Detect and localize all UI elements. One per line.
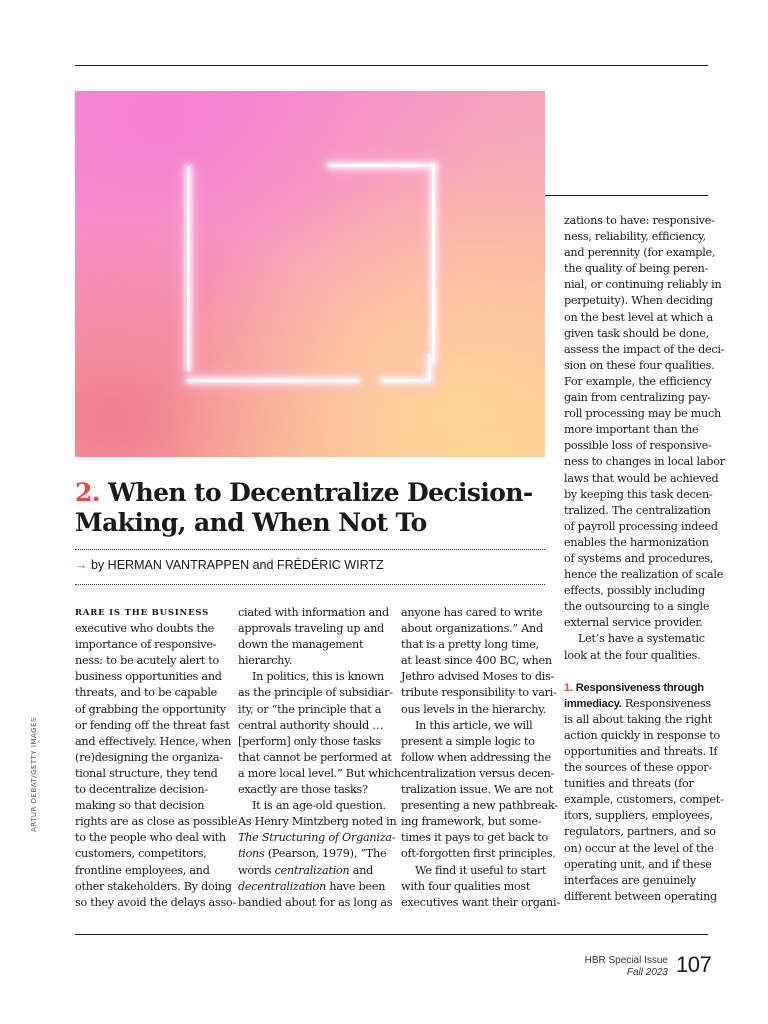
text-line: presenting a new pathbreak- [401,799,558,813]
text-line: ity, or “the principle that a [238,702,382,716]
text-line: effects, possibly including [564,584,705,598]
subhead-text: Responsiveness through [575,681,704,694]
neon-frame-right-lower [428,354,431,381]
text-line: ous levels in the hierarchy. [401,702,547,716]
paragraph-spacer [564,664,709,680]
text-line: central authority should … [238,718,384,732]
footer-publication [560,955,668,979]
subhead [564,682,704,694]
text-line: itors, suppliers, employees, [564,809,713,823]
neon-frame-bottom [187,379,359,382]
text-line: regulators, partners, and so [564,825,716,839]
byline [75,558,384,572]
body-column-1 [75,605,238,911]
top-rule [75,65,708,66]
text-line: tunities and threats (for [564,777,694,791]
text-line: It is an age-old question. [252,799,386,813]
text-line: tralized. The centralization [564,503,711,517]
book-title: The Structuring of Organiza- [238,831,396,845]
neon-frame-right [432,164,435,364]
text-line: about organizations.” And [401,622,543,636]
col4-paragraph-1 [564,213,725,631]
text-line: of grabbing the opportunity [75,702,227,716]
body-column-4 [564,213,725,905]
text-line: threats, and to be capable [75,686,218,700]
col2-line [238,879,388,895]
byline-authors: HERMAN VANTRAPPEN and FRÉDÉRIC WIRTZ [107,558,384,572]
photo-credit: ARTUR DEBAT/GETTY IMAGES [30,717,38,832]
text-line: as the principle of subsidiar- [238,686,393,700]
text-line: or fending off the threat fast [75,718,230,732]
byline-divider [75,584,545,585]
text-line: sion on these four qualities. [564,358,715,372]
text-line: opportunities and threats. If [564,745,718,758]
neon-frame-bottom-right [381,379,431,382]
sidebar-top-rule [545,195,708,196]
article-title-text: When to Decentralize Decision-Making, and When Not To [75,478,533,537]
text-line: Jethro advised Moses to dis- [401,670,555,684]
col2-paragraph-2 [238,669,401,798]
text-line: gain from centralizing pay- [564,391,711,405]
text-line: example, customers, compet- [564,793,724,807]
text-line: Let’s have a systematic [578,632,705,646]
text-line: that is a pretty long time, [401,638,539,652]
text-line: possible loss of responsive- [564,439,712,453]
text-line: other stakeholders. By doing [75,879,232,893]
text-line: tralization issue. We are not [401,783,553,797]
col3-paragraph-1 [401,605,557,718]
text-line: action quickly in response to [564,728,721,742]
text-line: more important than the [564,423,699,437]
text-line: In politics, this is known [252,670,384,684]
text-line: ness: to be acutely alert to [75,654,219,668]
page-number: 107 [676,952,712,977]
text-line: executive who doubts the [75,622,215,636]
text-line: laws that would be achieved [564,471,719,485]
publication-name: HBR Special Issue [584,955,668,966]
text-line: follow when addressing the [401,750,551,764]
text-line: is all about taking the right [564,712,712,726]
title-divider [75,549,545,550]
subhead-text: immediacy. [564,697,622,710]
text-line: frontline employees, and [75,863,210,877]
text-line: ciated with information and [238,606,389,619]
col4-paragraph-2 [564,631,709,663]
col2-line [238,863,388,879]
issue-date: Fall 2023 [626,967,668,978]
text-line: to decentralize decision- [75,783,208,797]
text-line: In this article, we will [415,718,533,732]
article-number: 2. [75,478,100,507]
col2-line [238,830,396,846]
col3-paragraph-2 [401,718,558,863]
subhead-line [564,696,709,712]
subhead-line [564,680,709,696]
text-line: rights are as close as possible [75,815,238,829]
term-decentralization: decentralization [238,879,327,893]
neon-frame-top [328,164,435,167]
text-line: ness, reliability, efficiency, [564,230,706,244]
text-line: interfaces are genuinely [564,873,696,887]
text-line: so they avoid the delays asso- [75,895,236,909]
text-line: [perform] only those tasks [238,734,381,748]
text-line: centralization versus decen- [401,766,555,780]
neon-frame-left [187,166,190,371]
col3-paragraph-3 [401,863,560,911]
text-line: executives want their organi- [401,895,560,909]
text-line: roll processing may be much [564,407,721,421]
col2-paragraph-1 [238,605,388,669]
text-line: We find it useful to start [415,863,547,877]
text-line: to the people who deal with [75,831,226,845]
text-line: enables the harmonization [564,535,709,549]
text-line: and perennity (for example, [564,246,716,260]
hero-image [75,91,545,457]
text-line: hierarchy. [238,654,293,668]
col4-paragraph-3 [564,712,724,905]
col2-text: words [238,863,275,877]
text-line: external service provider. [564,616,703,630]
text-line: oft-forgotten first principles. [401,847,556,861]
text-line: zations to have: responsive- [564,214,715,227]
text-line: approvals traveling up and [238,622,384,636]
text-line: the quality of being peren- [564,262,709,276]
text-line: For example, the efficiency [564,374,712,388]
text-line: tribute responsibility to vari- [401,686,557,700]
text-line: down the management [238,638,364,652]
term-centralization: centralization [274,863,350,877]
text-line: times it pays to get back to [401,831,548,845]
text-line: by keeping this task decen- [564,487,713,501]
text-line: present a simple logic to [401,734,535,748]
body-column-3 [401,605,560,911]
lead-in: RARE IS THE BUSINESS [75,608,210,618]
text-line: on the best level at which a [564,310,714,324]
arrow-right-icon: → [75,558,88,572]
text-line: of systems and procedures, [564,551,714,565]
text-line: given task should be done, [564,326,709,340]
text-line: a more local level.” But which [238,766,401,780]
text-line: of payroll processing indeed [564,519,718,533]
book-title: tions [238,847,265,861]
text-line: the sources of these oppor- [564,761,712,775]
text-line: anyone has cared to write [401,606,543,619]
text-line: look at the four qualities. [564,648,701,662]
col2-text: (Pearson, 1979), “The [264,847,387,861]
subhead-tail: Responsiveness [621,696,711,710]
text-line: (re)designing the organiza- [75,750,223,764]
text-line: operating unit, and if these [564,857,712,871]
col2-paragraph-3 [238,798,397,830]
text-line: assess the impact of the deci- [564,342,725,356]
text-line: tional structure, they tend [75,766,218,780]
text-line: making so that decision [75,799,205,813]
text-line: on) occur at the level of the [564,841,714,855]
text-line: hence the realization of scale [564,568,724,582]
text-line: ness to changes in local labor [564,455,725,469]
text-line: with four qualities most [401,879,531,893]
text-line: the outsourcing to a single [564,600,710,614]
text-line: nial, or continuing reliably in [564,278,722,292]
text-line: ing framework, but some- [401,815,542,829]
subhead-number: 1. [564,681,573,694]
text-line: different between operating [564,889,717,903]
text-line: customers, competitors, [75,847,207,861]
article-title [75,478,545,538]
text-line: As Henry Mintzberg noted in [238,815,397,829]
text-line: exactly are those tasks? [238,783,368,797]
col2-line [238,846,388,862]
col2-text: and [349,863,374,877]
body-column-2 [238,605,401,911]
text-line: and effectively. Hence, when [75,734,232,748]
text-line: at least since 400 BC, when [401,654,552,668]
text-line: that cannot be performed at [238,750,392,764]
bottom-rule [75,934,708,935]
byline-prefix: by [90,558,105,572]
text-line: perpetuity). When deciding [564,294,713,308]
text-line: importance of responsive- [75,638,217,652]
col2-text: have been [326,879,386,893]
col2-line: bandied about for as long as [238,895,393,909]
text-line: business opportunities and [75,670,222,684]
